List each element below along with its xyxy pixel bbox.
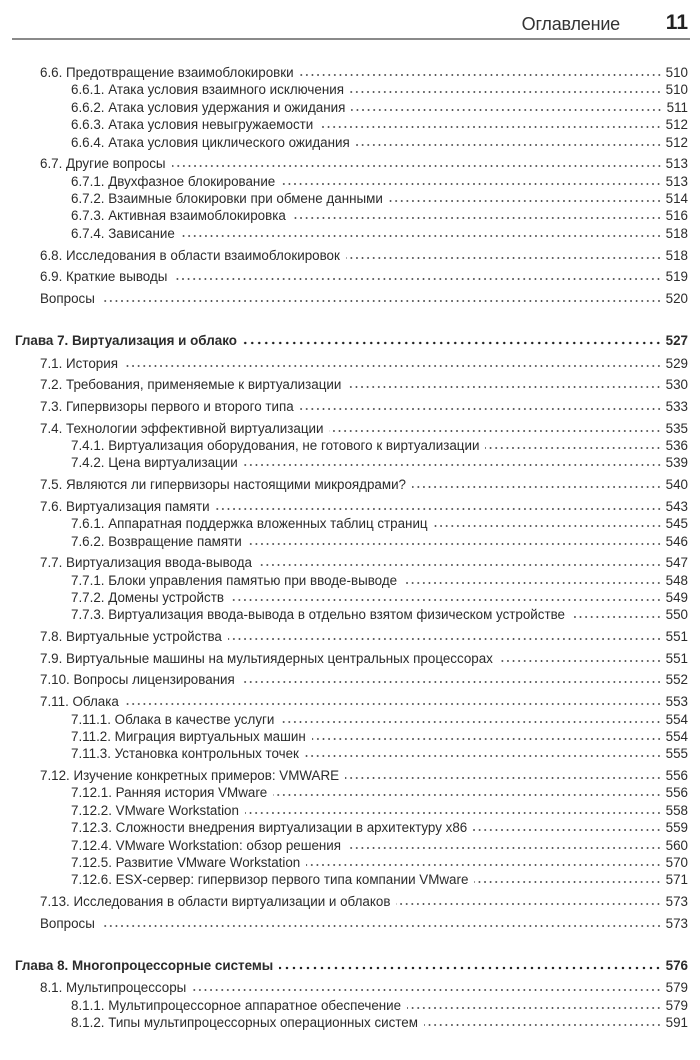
toc-entry-title: 7.4.2. Цена виртуализации bbox=[71, 455, 238, 471]
toc-entry-title: 6.7. Другие вопросы bbox=[40, 156, 166, 172]
dot-leader bbox=[216, 507, 662, 511]
dot-leader bbox=[181, 234, 662, 238]
toc-entry-title: 7.8. Виртуальные устройства bbox=[40, 629, 222, 645]
toc-entry-page: 545 bbox=[665, 516, 688, 532]
dot-leader bbox=[306, 863, 661, 867]
dot-leader bbox=[407, 1006, 662, 1010]
toc-entry bbox=[0, 854, 688, 871]
toc-entry-title: 6.7.3. Активная взаимоблокировка bbox=[71, 208, 286, 224]
toc-entry-page: 554 bbox=[665, 728, 688, 744]
toc-entry bbox=[0, 247, 688, 264]
toc-entry bbox=[0, 190, 688, 207]
toc-entry-page: 529 bbox=[665, 355, 688, 371]
toc-entry bbox=[0, 498, 688, 515]
toc-entry-title: 7.7.2. Домены устройств bbox=[71, 590, 224, 606]
toc-entry-page: 558 bbox=[665, 802, 688, 818]
toc-entry bbox=[0, 802, 688, 819]
running-header-title: Оглавление bbox=[521, 14, 620, 34]
toc-entry bbox=[0, 997, 688, 1014]
dot-leader bbox=[241, 680, 662, 684]
toc-entry-page: 511 bbox=[666, 99, 688, 115]
toc-entry-title: 7.4.1. Виртуализация оборудования, не готового к виртуализации bbox=[71, 438, 480, 454]
toc-chapter-heading bbox=[0, 332, 688, 350]
dot-leader bbox=[329, 429, 661, 433]
toc-entry bbox=[0, 589, 688, 606]
toc-entry bbox=[0, 116, 688, 133]
toc-entry bbox=[0, 554, 688, 571]
toc-entry-page: 579 bbox=[665, 980, 688, 996]
dot-leader bbox=[485, 446, 661, 450]
toc-entry-page: 535 bbox=[665, 420, 688, 436]
toc-entry-page: 520 bbox=[665, 290, 688, 306]
toc-entry-title: 8.1. Мультипроцессоры bbox=[40, 980, 187, 996]
dot-leader bbox=[403, 581, 662, 585]
toc-entry-page: 556 bbox=[665, 768, 688, 784]
toc-entry-page: 591 bbox=[665, 1015, 688, 1031]
toc-entry-title: 7.10. Вопросы лицензирования bbox=[40, 672, 235, 688]
toc-entry bbox=[0, 420, 688, 437]
toc-entry bbox=[0, 745, 688, 762]
dot-leader bbox=[273, 793, 661, 797]
toc-entry-title: 6.8. Исследования в области взаимоблокировок bbox=[40, 247, 340, 263]
toc-entry bbox=[0, 476, 688, 493]
toc-entry bbox=[0, 893, 688, 910]
dot-leader bbox=[243, 341, 662, 345]
toc-entry-title: Вопросы bbox=[40, 290, 95, 306]
toc-entry-page: 513 bbox=[665, 156, 688, 172]
toc-entry-title: 6.6.4. Атака условия циклического ожидания bbox=[71, 134, 350, 150]
dot-leader bbox=[396, 902, 661, 906]
dot-leader bbox=[258, 563, 662, 567]
toc-entry-page: 530 bbox=[665, 377, 688, 393]
toc-entry-title: 6.7.1. Двухфазное блокирование bbox=[71, 173, 276, 189]
toc-entry-title: 7.11.1. Облака в качестве услуги bbox=[71, 711, 275, 727]
toc-entry-title: 7.7. Виртуализация ввода-вывода bbox=[40, 555, 252, 571]
toc-entry bbox=[0, 225, 688, 242]
toc-entry-page: 512 bbox=[665, 117, 688, 133]
toc-entry-title: 7.6.2. Возвращение памяти bbox=[71, 533, 242, 549]
toc-entry-page: 573 bbox=[665, 915, 688, 931]
dot-leader bbox=[571, 615, 662, 619]
toc-entry-title: 7.12.5. Развитие VMware Workstation bbox=[71, 854, 301, 870]
toc-entry bbox=[0, 173, 688, 190]
toc-entry bbox=[0, 376, 688, 393]
toc-entry-page: 519 bbox=[665, 269, 688, 285]
toc-entry-title: 7.13. Исследования в области виртуализации и облаков bbox=[40, 894, 391, 910]
dot-leader bbox=[300, 73, 662, 77]
toc-entry-page: 576 bbox=[665, 958, 688, 974]
dot-leader bbox=[300, 407, 662, 411]
toc-entry-title: 7.12.6. ESX-сервер: гипервизор первого типа компании VMware bbox=[71, 872, 469, 888]
toc-entry-title: 6.6.1. Атака условия взаимного исключения bbox=[71, 82, 344, 98]
toc-entry-title: 6.6.2. Атака условия удержания и ожидания bbox=[71, 99, 346, 115]
toc-entry-title: 6.6.3. Атака условия невыгружаемости bbox=[71, 117, 314, 133]
toc-entry-title: 7.11.3. Установка контрольных точек bbox=[71, 746, 299, 762]
dot-leader bbox=[499, 659, 662, 663]
toc-entry-page: 554 bbox=[665, 711, 688, 727]
dot-leader bbox=[305, 754, 662, 758]
toc-entry bbox=[0, 355, 688, 372]
toc-entry-page: 546 bbox=[665, 533, 688, 549]
toc-entry-title: 7.5. Являются ли гипервизоры настоящими микроядрами? bbox=[40, 477, 406, 493]
toc-entry-page: 560 bbox=[665, 837, 688, 853]
toc-entry-title: 7.7.1. Блоки управления памятью при вводе-выводе bbox=[71, 572, 398, 588]
toc-entry-page: 579 bbox=[665, 997, 688, 1013]
toc-entry-page: 555 bbox=[665, 746, 688, 762]
toc-entry-page: 510 bbox=[665, 65, 688, 80]
toc-entry-page: 518 bbox=[665, 247, 688, 263]
toc-entry-title: 7.11.2. Миграция виртуальных машин bbox=[71, 728, 306, 744]
toc-entry-page: 527 bbox=[665, 333, 688, 349]
toc-entry-page: 512 bbox=[665, 134, 688, 150]
dot-leader bbox=[473, 828, 661, 832]
toc-entry bbox=[0, 1014, 688, 1031]
running-header bbox=[12, 8, 690, 40]
toc-entry-page: 518 bbox=[665, 225, 688, 241]
toc-entry bbox=[0, 81, 688, 98]
toc-entry-title: Глава 7. Виртуализация и облако bbox=[15, 333, 237, 349]
toc-entry-title: 7.12.3. Сложности внедрения виртуализации в архитектуру x86 bbox=[71, 820, 468, 836]
toc-entry-page: 547 bbox=[665, 555, 688, 571]
toc-entry bbox=[0, 837, 688, 854]
toc-entry-page: 516 bbox=[665, 208, 688, 224]
toc-entry-title: 6.6. Предотвращение взаимоблокировки bbox=[40, 65, 294, 80]
toc-entry-title: 7.12.2. VMware Workstation bbox=[71, 802, 239, 818]
toc-entry-title: 7.6. Виртуализация памяти bbox=[40, 498, 210, 514]
toc-entry-page: 514 bbox=[665, 191, 688, 207]
dot-leader bbox=[248, 542, 662, 546]
dot-leader bbox=[351, 108, 662, 112]
toc-entry bbox=[0, 979, 688, 996]
toc-entry bbox=[0, 533, 688, 550]
toc-entry bbox=[0, 134, 688, 151]
dot-leader bbox=[245, 811, 662, 815]
dot-leader bbox=[434, 524, 662, 528]
toc-entry bbox=[0, 767, 688, 784]
toc-entry-page: 536 bbox=[665, 438, 688, 454]
table-of-contents bbox=[0, 64, 688, 1032]
toc-entry-page: 552 bbox=[665, 672, 688, 688]
toc-entry-title: 7.3. Гипервизоры первого и второго типа bbox=[40, 398, 294, 414]
toc-entry-page: 556 bbox=[665, 785, 688, 801]
toc-entry bbox=[0, 915, 688, 932]
toc-entry bbox=[0, 711, 688, 728]
toc-entry-page: 548 bbox=[665, 572, 688, 588]
toc-entry-page: 570 bbox=[665, 854, 688, 870]
toc-entry-page: 551 bbox=[665, 629, 688, 645]
toc-entry-page: 550 bbox=[665, 607, 688, 623]
toc-entry-title: 8.1.2. Типы мультипроцессорных операционных систем bbox=[71, 1015, 418, 1031]
toc-entry-title: 7.12. Изучение конкретных примеров: VMWARE bbox=[40, 768, 340, 784]
dot-leader bbox=[101, 299, 662, 303]
toc-entry-title: 7.11. Облака bbox=[40, 694, 119, 710]
page-number: 11 bbox=[665, 11, 688, 34]
dot-leader bbox=[124, 364, 662, 368]
dot-leader bbox=[230, 598, 662, 602]
dot-leader bbox=[172, 164, 662, 168]
toc-entry bbox=[0, 268, 688, 285]
toc-entry-page: 571 bbox=[665, 872, 688, 888]
dot-leader bbox=[347, 846, 662, 850]
toc-entry-title: 7.7.3. Виртуализация ввода-вывода в отдельно взятом физическом устройстве bbox=[71, 607, 566, 623]
toc-entry bbox=[0, 207, 688, 224]
dot-leader bbox=[312, 737, 662, 741]
dot-leader bbox=[173, 277, 661, 281]
toc-entry-page: 573 bbox=[665, 894, 688, 910]
toc-entry-title: 7.6.1. Аппаратная поддержка вложенных таблиц страниц bbox=[71, 516, 428, 532]
toc-entry-page: 533 bbox=[665, 398, 688, 414]
toc-entry bbox=[0, 671, 688, 688]
dot-leader bbox=[280, 720, 661, 724]
toc-entry bbox=[0, 515, 688, 532]
toc-entry bbox=[0, 871, 688, 888]
toc-entry bbox=[0, 650, 688, 667]
dot-leader bbox=[347, 385, 661, 389]
toc-entry-page: 543 bbox=[665, 498, 688, 514]
toc-entry bbox=[0, 99, 688, 116]
dot-leader bbox=[474, 880, 661, 884]
toc-entry bbox=[0, 628, 688, 645]
toc-entry bbox=[0, 572, 688, 589]
toc-entry bbox=[0, 155, 688, 172]
dot-leader bbox=[345, 776, 662, 780]
toc-entry-title: 8.1.1. Мультипроцессорное аппаратное обеспечение bbox=[71, 997, 402, 1013]
toc-entry-title: 6.7.4. Зависание bbox=[71, 225, 175, 241]
toc-entry bbox=[0, 64, 688, 81]
toc-entry bbox=[0, 454, 688, 471]
toc-entry-page: 539 bbox=[665, 455, 688, 471]
toc-entry-title: 6.9. Краткие выводы bbox=[40, 269, 168, 285]
dot-leader bbox=[244, 463, 662, 467]
toc-entry-title: 7.12.4. VMware Workstation: обзор решения bbox=[71, 837, 342, 853]
dot-leader bbox=[228, 637, 662, 641]
toc-entry-title: 7.4. Технологии эффективной виртуализации bbox=[40, 420, 324, 436]
toc-entry-title: Глава 8. Многопроцессорные системы bbox=[15, 958, 274, 974]
toc-entry-title: 6.7.2. Взаимные блокировки при обмене данными bbox=[71, 191, 383, 207]
toc-entry-page: 551 bbox=[665, 650, 688, 666]
dot-leader bbox=[412, 485, 662, 489]
toc-entry bbox=[0, 819, 688, 836]
toc-chapter-heading bbox=[0, 957, 688, 975]
toc-entry-page: 549 bbox=[665, 590, 688, 606]
toc-entry bbox=[0, 606, 688, 623]
dot-leader bbox=[389, 199, 662, 203]
dot-leader bbox=[319, 125, 661, 129]
toc-entry bbox=[0, 437, 688, 454]
dot-leader bbox=[279, 966, 661, 970]
toc-entry-page: 510 bbox=[665, 82, 688, 98]
toc-entry bbox=[0, 693, 688, 710]
toc-entry-title: 7.2. Требования, применяемые к виртуализации bbox=[40, 377, 342, 393]
dot-leader bbox=[281, 182, 661, 186]
toc-entry-title: Вопросы bbox=[40, 915, 95, 931]
dot-leader bbox=[346, 256, 662, 260]
toc-entry-title: 7.12.1. Ранняя история VMware bbox=[71, 785, 268, 801]
toc-entry bbox=[0, 784, 688, 801]
toc-entry-title: 7.9. Виртуальные машины на мультиядерных центральных процессорах bbox=[40, 650, 493, 666]
toc-entry-page: 553 bbox=[665, 694, 688, 710]
toc-entry bbox=[0, 728, 688, 745]
dot-leader bbox=[356, 143, 662, 147]
dot-leader bbox=[192, 988, 661, 992]
toc-entry-page: 513 bbox=[665, 173, 688, 189]
toc-entry-page: 540 bbox=[665, 477, 688, 493]
toc-entry-page: 559 bbox=[665, 820, 688, 836]
dot-leader bbox=[350, 90, 662, 94]
dot-leader bbox=[424, 1023, 662, 1027]
dot-leader bbox=[101, 924, 662, 928]
dot-leader bbox=[125, 702, 662, 706]
toc-entry bbox=[0, 290, 688, 307]
dot-leader bbox=[292, 216, 662, 220]
toc-entry-title: 7.1. История bbox=[40, 355, 118, 371]
toc-entry bbox=[0, 398, 688, 415]
